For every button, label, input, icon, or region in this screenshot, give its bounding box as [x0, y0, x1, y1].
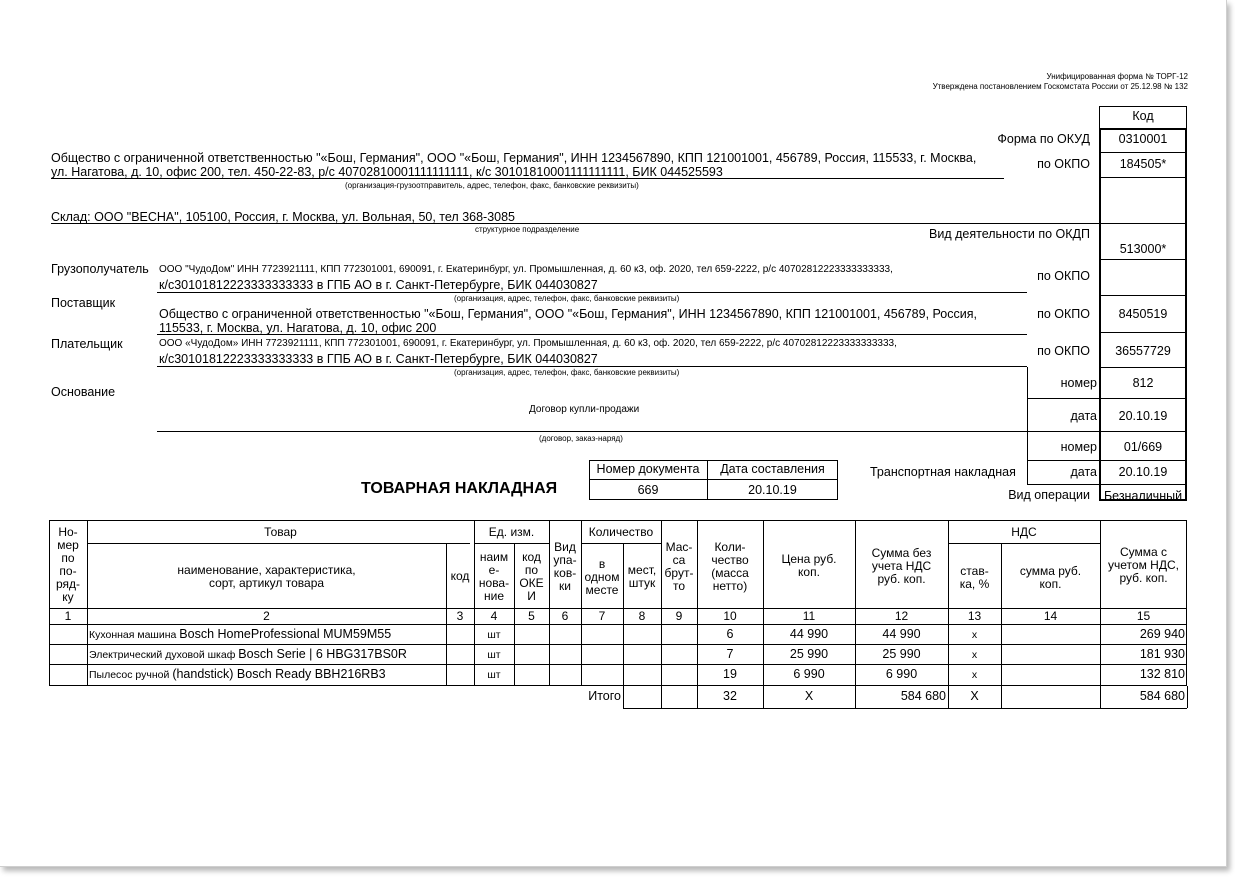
col-num: 6 — [561, 609, 569, 623]
col-unit-name-header: наим е- нова- ние — [478, 550, 510, 603]
okdp-label: Вид деятельности по ОКДП — [929, 227, 1090, 241]
col-num: 14 — [1043, 609, 1058, 623]
col-price-header: Цена руб. коп. — [781, 552, 837, 579]
supplier-label: Поставщик — [51, 296, 116, 310]
col-qty-places-header: мест, штук — [627, 563, 657, 590]
transport-date-label: дата — [1070, 465, 1097, 479]
col-num: 5 — [528, 609, 535, 623]
doc-number-label: Номер документа — [596, 462, 700, 476]
consignee-caption: (организация, адрес, телефон, факс, банковские реквизиты) — [454, 294, 680, 303]
col-vat-header: НДС — [1011, 525, 1037, 539]
doc-date-label: Дата составления — [720, 462, 825, 476]
col-sum-vat-header: Сумма с учетом НДС, руб. коп. — [1108, 545, 1179, 585]
okpo-payer-label: по ОКПО — [1037, 344, 1090, 358]
total-vat-rate: X — [970, 689, 979, 703]
basis-value: Договор купли-продажи — [529, 404, 640, 415]
transport-number-label: номер — [1060, 440, 1097, 454]
total-qty: 32 — [723, 689, 737, 703]
item-vat-rate: x — [971, 629, 978, 641]
operation-type-label: Вид операции — [1008, 488, 1090, 502]
item-unit: шт — [487, 669, 501, 681]
item-sum-vat: 269 940 — [1139, 627, 1185, 641]
document-title: ТОВАРНАЯ НАКЛАДНАЯ — [361, 480, 558, 497]
consignee-line-2: к/с30101812223333333333 в ГПБ АО в г. Санкт-Петербурге, БИК 044030827 — [159, 278, 598, 292]
doc-date-value: 20.10.19 — [748, 483, 797, 497]
transport-invoice-label: Транспортная накладная — [870, 465, 1016, 479]
okpo-shipper-label: по ОКПО — [1037, 157, 1090, 171]
shipper-line-2: ул. Нагатова, д. 10, офис 200, тел. 450-22-83, р/с 40702810001111111111, к/с 30101810001111111111, БИК 044525593 — [51, 165, 723, 179]
okpo-consignee-label: по ОКПО — [1037, 269, 1090, 283]
item-vat-rate: x — [971, 649, 978, 661]
payer-label: Плательщик — [51, 337, 123, 351]
payer-line-2: к/с30101812223333333333 в ГПБ АО в г. Санкт-Петербурге, БИК 044030827 — [159, 352, 598, 366]
okud-value: 0310001 — [1118, 132, 1168, 146]
col-num: 7 — [598, 609, 606, 623]
col-goods-header: Товар — [264, 525, 297, 539]
col-num: 4 — [490, 609, 498, 623]
item-sum-vat: 181 930 — [1139, 647, 1185, 661]
basis-number-label: номер — [1060, 376, 1097, 390]
basis-date-label: дата — [1070, 409, 1097, 423]
consignee-label: Грузополучатель — [51, 262, 149, 276]
col-num: 9 — [675, 609, 683, 623]
col-gross-header: Мас- са брут- то — [664, 540, 694, 593]
consignee-line-1: ООО "ЧудоДом" ИНН 7723921111, КПП 772301001, 690091, г. Екатеринбург, ул. Промышленная, д. 60 к3, оф. 2020, тел 659-2222, р/с 40702812223333333333, — [159, 264, 893, 275]
kod-label: Код — [1132, 109, 1154, 123]
col-net-header: Коли- чество (масса нетто) — [711, 540, 749, 593]
item-qty: 19 — [723, 667, 737, 681]
operation-type-value: Безналичный — [1103, 489, 1183, 503]
basis-date-value: 20.10.19 — [1118, 409, 1168, 423]
col-unit-okei-header: код по ОКЕ И — [519, 550, 544, 603]
approval-note: Утверждена постановлением Госкомстата России от 25.12.98 № 132 — [932, 82, 1188, 91]
item-unit: шт — [487, 649, 501, 661]
basis-number-value: 812 — [1132, 376, 1154, 390]
transport-number-value: 01/669 — [1123, 440, 1163, 454]
col-num: 10 — [723, 609, 737, 623]
form-name: Унифицированная форма № ТОРГ-12 — [1046, 72, 1188, 81]
item-sum-novat: 25 990 — [882, 647, 921, 661]
transport-date-value: 20.10.19 — [1118, 465, 1168, 479]
okpo-supplier-label: по ОКПО — [1037, 307, 1090, 321]
item-price: 25 990 — [789, 647, 829, 661]
col-unit-header: Ед. изм. — [488, 525, 535, 539]
total-sum-vat: 584 680 — [1139, 689, 1185, 703]
col-num: 11 — [802, 609, 816, 623]
shipper-caption: (организация-грузоотправитель, адрес, телефон, факс, банковские реквизиты) — [345, 181, 639, 190]
item-vat-rate: x — [971, 669, 978, 681]
item-qty: 6 — [726, 627, 734, 641]
item-name: Кухонная машина Bosch HomeProfessional MUM59M55 — [89, 627, 392, 641]
col-num: 2 — [263, 609, 270, 623]
basis-caption: (договор, заказ-наряд) — [539, 434, 623, 443]
item-name: Электрический духовой шкаф Bosch Serie | 6 HBG317BS0R — [89, 647, 407, 661]
okpo-payer-value: 36557729 — [1115, 344, 1171, 358]
col-num: 8 — [638, 609, 646, 623]
col-num: 13 — [967, 609, 982, 623]
col-number-header: Но- мер по по- ряд- ку — [55, 525, 81, 604]
item-unit: шт — [487, 629, 501, 641]
item-sum-novat: 6 990 — [885, 667, 918, 681]
warehouse-line: Склад: ООО "ВЕСНА", 105100, Россия, г. Москва, ул. Вольная, 50, тел 368-3085 — [51, 210, 516, 224]
col-num: 3 — [456, 609, 464, 623]
okpo-shipper-value: 184505* — [1119, 157, 1167, 171]
item-name: Пылесос ручной (handstick) Bosch Ready BBH216RB3 — [89, 667, 386, 681]
col-pack-header: Вид упа- ков- ки — [553, 540, 577, 593]
col-goods-name-header: наименование, характеристика, сорт, артикул товара — [177, 563, 356, 590]
item-sum-vat: 132 810 — [1139, 667, 1185, 681]
total-label: Итого — [588, 689, 621, 703]
col-num: 15 — [1136, 609, 1151, 623]
col-qty-one-header: в одном месте — [584, 557, 620, 597]
item-sum-novat: 44 990 — [882, 627, 921, 641]
doc-number-value: 669 — [637, 483, 659, 497]
okpo-supplier-value: 8450519 — [1118, 307, 1168, 321]
supplier-line-2: 115533, г. Москва, ул. Нагатова, д. 10, офис 200 — [159, 321, 437, 335]
total-price: X — [804, 689, 814, 703]
supplier-line-1: Общество с ограниченной ответственностью "«Бош, Германия", ООО "«Бош, Германия", ИНН 1234567890, КПП 121001001, 456789, Россия, — [159, 307, 977, 321]
col-num: 12 — [894, 609, 909, 623]
col-vat-rate-header: став- ка, % — [959, 564, 990, 591]
col-goods-code-header: код — [450, 569, 470, 583]
col-vat-sum-header: сумма руб. коп. — [1019, 564, 1082, 591]
col-qty-header: Количество — [588, 525, 654, 539]
payer-line-1: ООО «ЧудоДом» ИНН 7723921111, КПП 772301001, 690091, г. Екатеринбург, ул. Промышленная, д. 60 к3, оф. 2020, тел 659-2222, р/с 40702812223333333333, — [159, 338, 897, 349]
total-sum-novat: 584 680 — [900, 689, 946, 703]
payer-caption: (организация, адрес, телефон, факс, банковские реквизиты) — [454, 368, 680, 377]
col-sum-novat-header: Сумма без учета НДС руб. коп. — [871, 546, 932, 586]
okdp-value: 513000* — [1119, 242, 1167, 256]
item-qty: 7 — [726, 647, 734, 661]
warehouse-caption: структурное подразделение — [475, 225, 580, 234]
basis-label: Основание — [51, 385, 116, 399]
col-num: 1 — [64, 609, 72, 623]
okud-label: Форма по ОКУД — [997, 132, 1090, 146]
item-price: 44 990 — [789, 627, 829, 641]
item-price: 6 990 — [793, 667, 825, 681]
shipper-line-1: Общество с ограниченной ответственностью "«Бош, Германия", ООО "«Бош, Германия", ИНН 1234567890, КПП 121001001, 456789, Россия, 115533, г. Москва, — [51, 151, 977, 165]
